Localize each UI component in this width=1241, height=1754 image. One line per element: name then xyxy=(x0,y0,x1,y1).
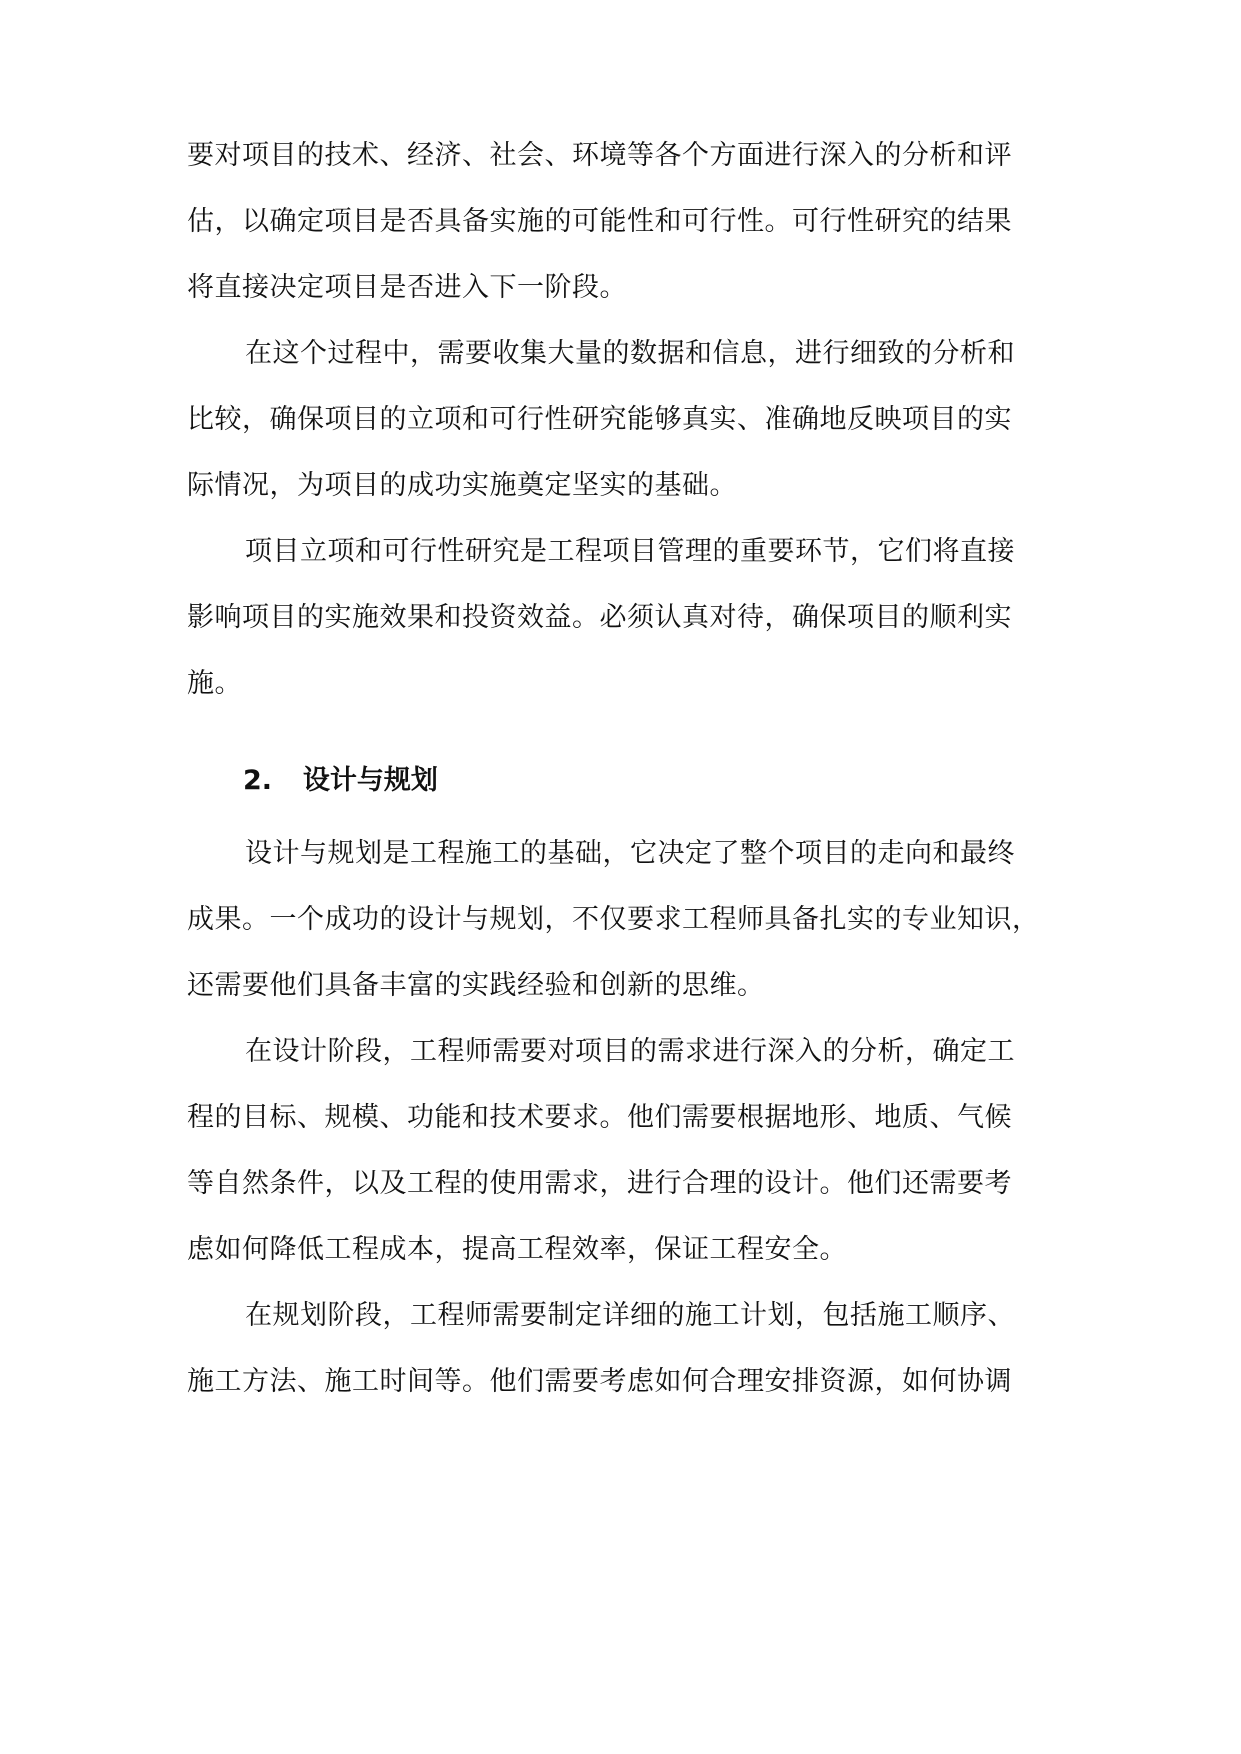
body-text-line: 在设计阶段，工程师需要对项目的需求进行深入的分析，确定工 xyxy=(245,1036,1015,1067)
body-text-line: 际情况，为项目的成功实施奠定坚实的基础。 xyxy=(187,470,737,501)
body-text-line: 设计与规划是工程施工的基础，它决定了整个项目的走向和最终 xyxy=(245,838,1015,869)
body-text-line: 程的目标、规模、功能和技术要求。他们需要根据地形、地质、气候 xyxy=(187,1102,1012,1133)
body-text-line: 等自然条件，以及工程的使用需求，进行合理的设计。他们还需要考 xyxy=(187,1168,1012,1199)
section-title: 设计与规划 xyxy=(302,765,438,796)
body-text-line: 施。 xyxy=(187,668,242,699)
body-text-line: 影响项目的实施效果和投资效益。必须认真对待，确保项目的顺利实 xyxy=(187,602,1012,633)
body-text-line: 还需要他们具备丰富的实践经验和创新的思维。 xyxy=(187,970,765,1001)
body-text-line: 在规划阶段，工程师需要制定详细的施工计划，包括施工顺序、 xyxy=(245,1300,1015,1331)
body-text-line: 估，以确定项目是否具备实施的可能性和可行性。可行性研究的结果 xyxy=(187,206,1012,237)
body-text-line: 成果。一个成功的设计与规划，不仅要求工程师具备扎实的专业知识， xyxy=(187,904,1040,935)
body-text-line: 将直接决定项目是否进入下一阶段。 xyxy=(187,272,627,303)
body-text-line: 要对项目的技术、经济、社会、环境等各个方面进行深入的分析和评 xyxy=(187,140,1012,171)
body-text-line: 在这个过程中，需要收集大量的数据和信息，进行细致的分析和 xyxy=(245,338,1015,369)
body-text-line: 施工方法、施工时间等。他们需要考虑如何合理安排资源，如何协调 xyxy=(187,1366,1012,1397)
body-text-line: 虑如何降低工程成本，提高工程效率，保证工程安全。 xyxy=(187,1234,847,1265)
section-heading xyxy=(243,764,438,798)
section-number: 2. xyxy=(243,765,273,796)
body-text-line: 比较，确保项目的立项和可行性研究能够真实、准确地反映项目的实 xyxy=(187,404,1012,435)
body-text-line: 项目立项和可行性研究是工程项目管理的重要环节，它们将直接 xyxy=(245,536,1015,567)
